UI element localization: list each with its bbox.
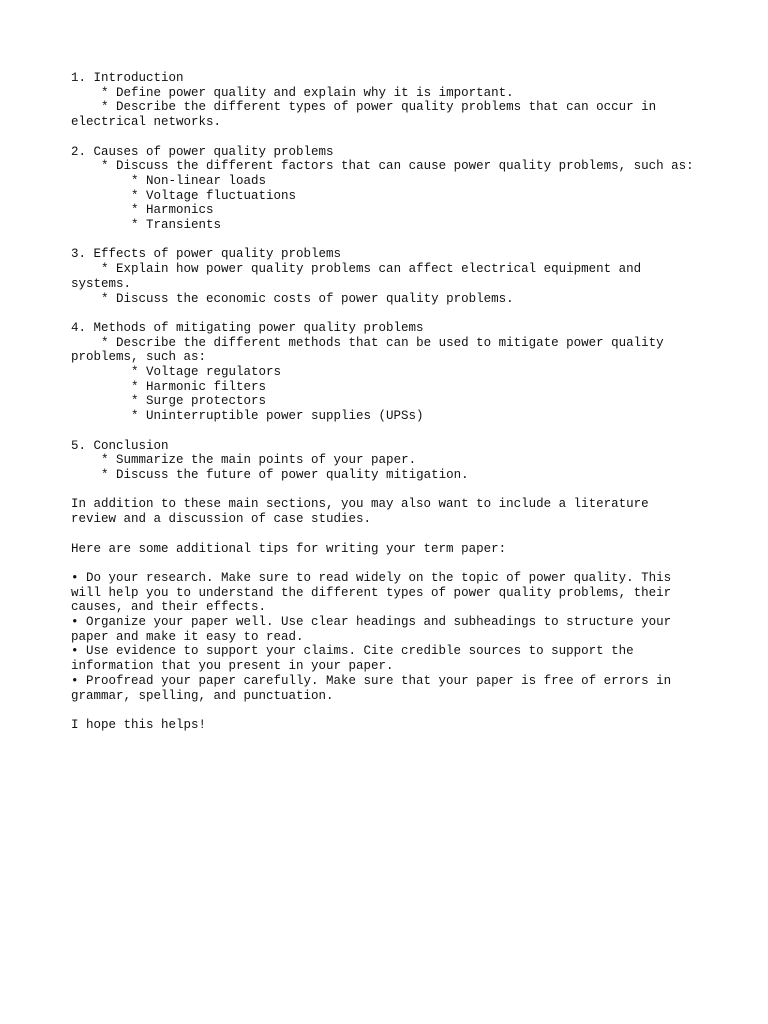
document-page	[71, 71, 711, 733]
document-text: 1. Introduction * Define power quality and explain why it is important. * Describe the different types of power quality problems that can occur in electrical networks. 2. Causes of power quality problems * Discuss the different factors that can cause power quality problems, such as: * Non-linear loads * Voltage fluctuations * Harmonics * Transients 3. Effects of power quality problems * Explain how power quality problems can affect electrical equipment and systems. * Discuss the economic costs of power quality problems. 4. Methods of mitigating power quality problems * Describe the different methods that can be used to mitigate power quality problems, such as: * Voltage regulators * Harmonic filters * Surge protectors * Uninterruptible power supplies (UPSs) 5. Conclusion * Summarize the main points of your paper. * Discuss the future of power quality mitigation. In addition to these main sections, you may also want to include a literature review and a discussion of case studies. Here are some additional tips for writing your term paper: • Do your research. Make sure to read widely on the topic of power quality. This will help you to understand the different types of power quality problems, their causes, and their effects. • Organize your paper well. Use clear headings and subheadings to structure your paper and make it easy to read. • Use evidence to support your claims. Cite credible sources to support the information that you present in your paper. • Proofread your paper carefully. Make sure that your paper is free of errors in grammar, spelling, and punctuation. I hope this helps!	[71, 71, 694, 732]
